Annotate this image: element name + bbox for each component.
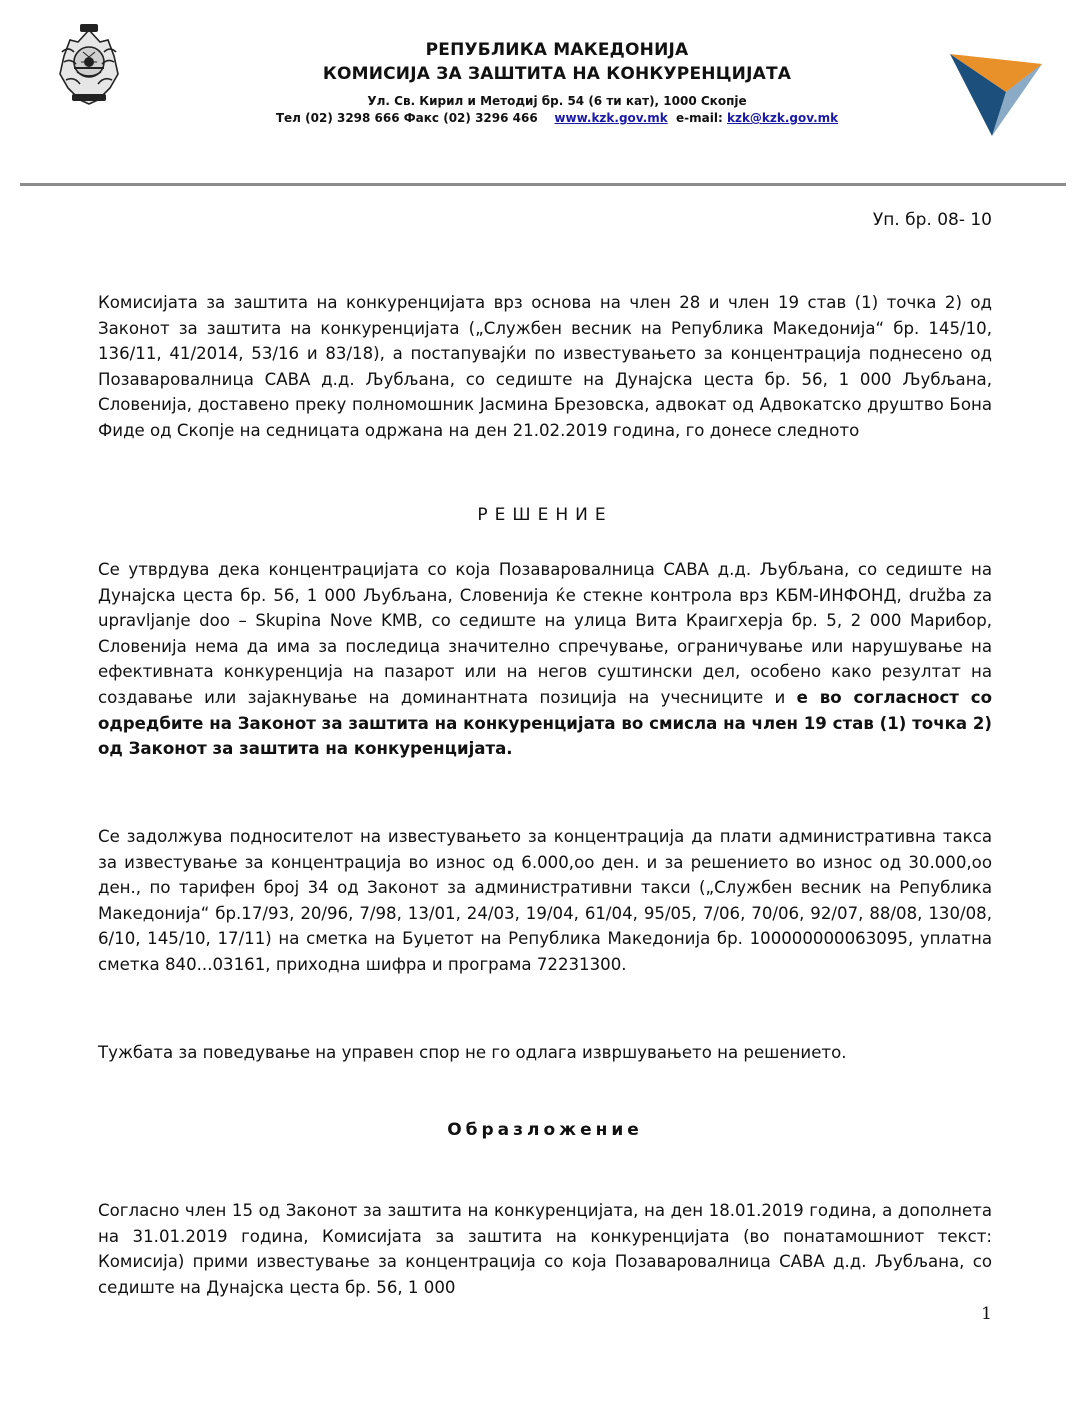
fee-paragraph: Се задолжува подносителот на известувањето за концентрација да плати административна такса за известување за концентрација во износ од 6.000,оо ден. и за решението во износ од 30.000,оо ден., по тарифен број 34 од Законот за административни такси („Службен весник на Република Македонија“ бр.17/93, 20/96, 7/98, 13/01, 24/03, 19/04, 61/04, 95/05, 7/06, 70/06, 92/07, 88/08, 130/08, 6/10, 145/10, 17/11) на сметка на Буџетот на Република Македонија бр. 100000000063095, уплатна сметка 840...03161, приходна шифра и програма 72231300. xyxy=(98,827,992,974)
decision-heading: РЕШЕНИЕ xyxy=(477,505,613,525)
email-label: e-mail: xyxy=(676,111,723,125)
header-phone-fax: Тел (02) 3298 666 Факс (02) 3296 466 xyxy=(275,111,538,125)
header-address: Ул. Св. Кирил и Методиј бр. 54 (6 ти кат), 1000 Скопје xyxy=(367,94,747,108)
decision-paragraph xyxy=(98,557,992,762)
commission-logo-icon xyxy=(946,50,1046,138)
decision-bold-text: е во согласност со одредбите на Законот за заштита на конкуренцијата во смисла на член 19 став (1) точка 2) од Законот за заштита на конкуренцијата. xyxy=(98,687,992,759)
coat-of-arms-icon xyxy=(50,22,128,108)
reasoning-heading: Образложение xyxy=(447,1120,643,1140)
page-number: 1 xyxy=(981,1304,992,1324)
header-country: РЕПУБЛИКА МАКЕДОНИЈА xyxy=(425,40,689,60)
reasoning-paragraph: Согласно член 15 од Законот за заштита на конкуренцијата, на ден 18.01.2019 година, а дополнета на 31.01.2019 година, Комисијата за заштита на конкуренцијата (во понатамошниот текст: Комисија) прими известување за концентрација со која Позаваровалница САВА д.д. Љубљана, со седиште на Дунајска цеста бр. 56, 1 000 xyxy=(98,1201,992,1297)
header-commission-name: КОМИСИЈА ЗА ЗАШТИТА НА КОНКУРЕНЦИЈАТА xyxy=(322,64,792,84)
decision-text: Се утврдува дека концентрацијата со која Позаваровалница САВА д.д. Љубљана, со седиште на Дунајска цеста бр. 56, 1 000 Љубљана, Словенија ќе стекне контрола врз КБМ-ИНФОНД, družba za upravljanje doo – Skupina Nove KMB, со седиште на улица Вита Краигхерја бр. 5, 2 000 Марибор, Словенија нема да има за последица значително спречување, ограничување или нарушување на ефективната конкуренција на пазарот или на негов суштински дел, особено како резултат на создавање или зајакнување на доминантната позиција на учесниците и xyxy=(98,560,992,707)
email-link[interactable]: kzk@kzk.gov.mk xyxy=(726,111,839,125)
header-divider xyxy=(20,183,1066,186)
intro-paragraph: Комисијата за заштита на конкуренцијата врз основа на член 28 и член 19 став (1) точка 2) од Законот за заштита на конкуренцијата („Службен весник на Република Македонија“ бр. 145/10, 136/11, 41/2014, 53/16 и 83/18), а постапувајќи по известувањето за концентрација поднесено од Позаваровалница САВА д.д. Љубљана, со седиште на Дунајска цеста бр. 56, 1 000 Љубљана, Словенија, доставено преку полномошник Јасмина Брезовска, адвокат од Адвокатско друштво Бона Фиде од Скопје на седницата одржана на ден 21.02.2019 година, го донесе следното xyxy=(98,293,992,440)
lawsuit-paragraph: Тужбата за поведување на управен спор не го одлага извршувањето на решението. xyxy=(98,1043,847,1062)
website-link[interactable]: www.kzk.gov.mk xyxy=(554,111,668,125)
reference-number: Уп. бр. 08- 10 xyxy=(872,210,992,230)
header-contact-line xyxy=(220,111,894,125)
